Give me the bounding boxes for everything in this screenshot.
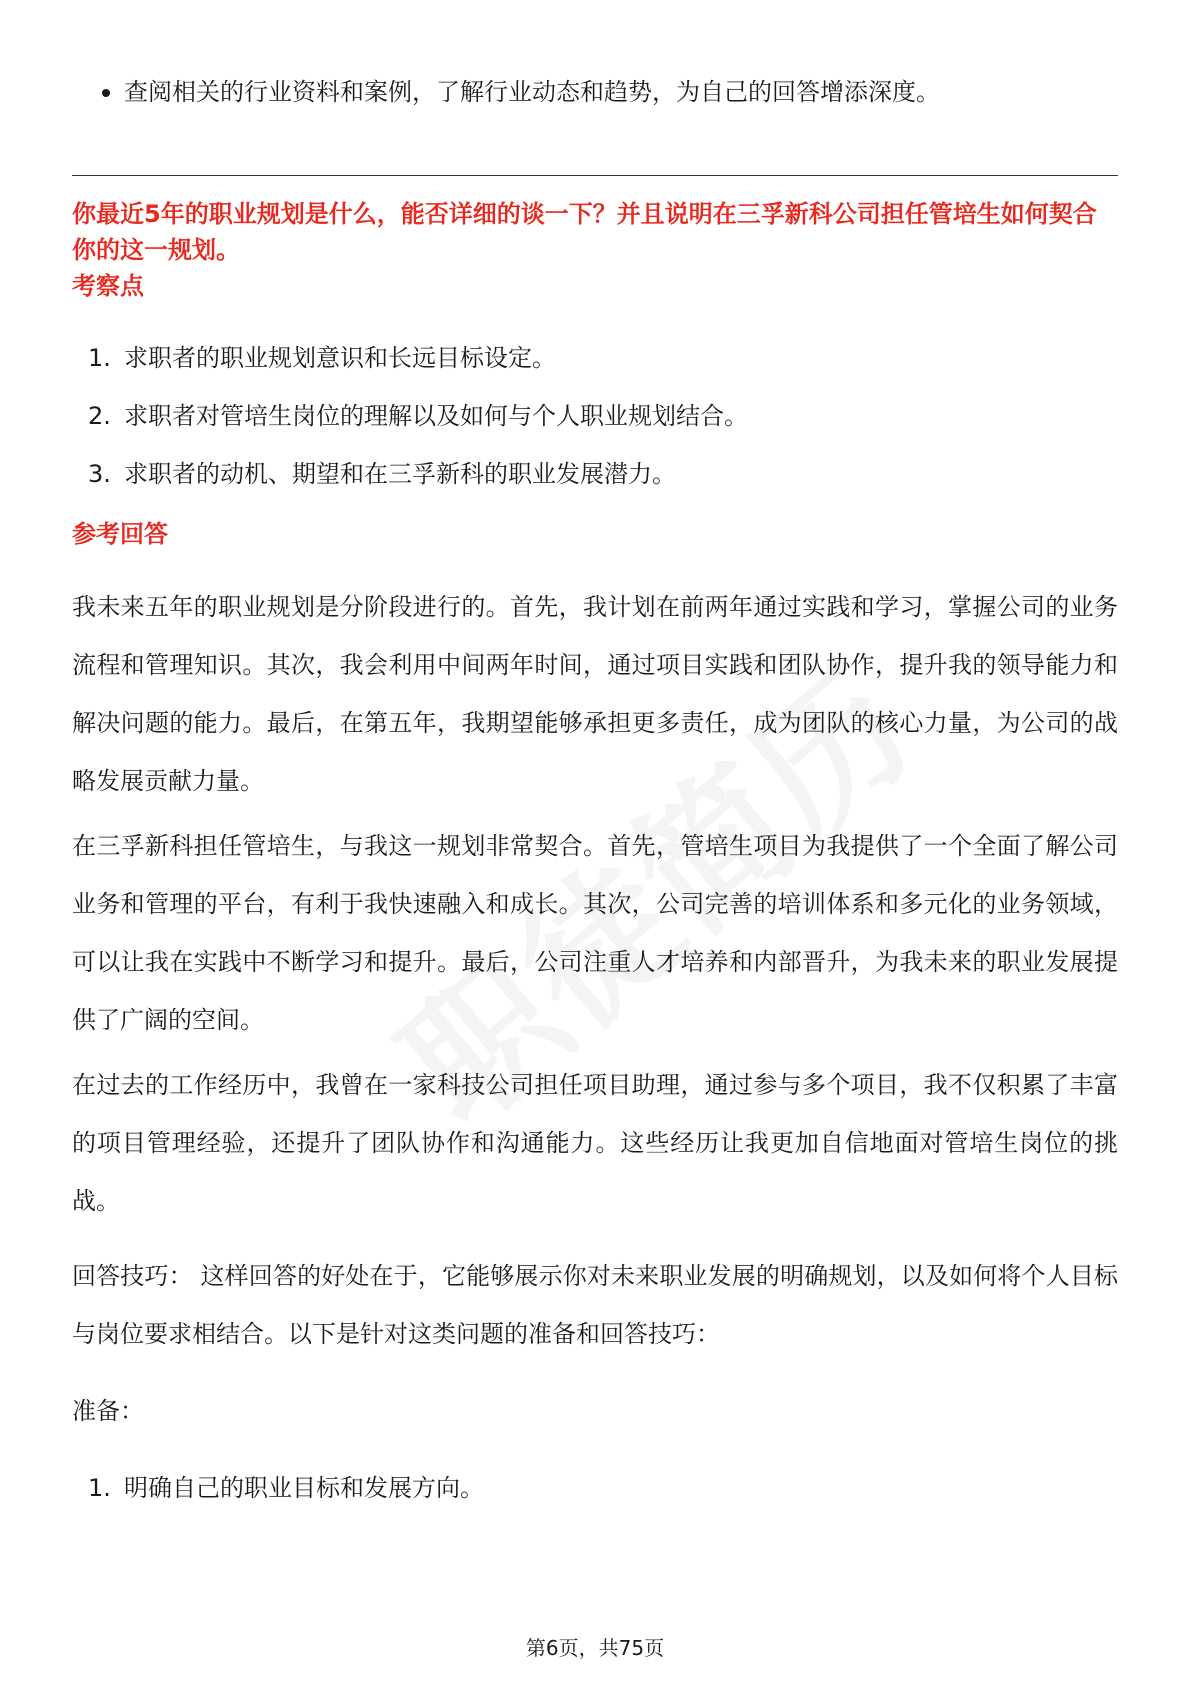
list-item: 1. 明确自己的职业目标和发展方向。 [88,1474,484,1502]
answer-label: 参考回答 [72,520,168,548]
answer-paragraph: 我未来五年的职业规划是分阶段进行的。首先，我计划在前两年通过实践和学习，掌握公司的业务流程和管理知识。其次，我会利用中间两年时间，通过项目实践和团队协作，提升我的领导能力和解决问题的能力。最后，在第五年，我期望能够承担更多责任，成为团队的核心力量，为公司的战略发展贡献力量。 [72,593,1118,795]
question-heading: 你最近5年的职业规划是什么，能否详细的谈一下？并且说明在三孚新科公司担任管培生如何契合你的这一规划。 [72,200,1097,264]
kaochadian-label: 考察点 [72,272,144,300]
top-bullet-list [72,72,940,112]
bullet-dot-icon [102,89,110,97]
kaochadian-list [72,338,748,512]
section-divider [72,175,1118,176]
list-item: 查阅相关的行业资料和案例，了解行业动态和趋势，为自己的回答增添深度。 [72,72,940,112]
list-item: 2. 求职者对管培生岗位的理解以及如何与个人职业规划结合。 [88,402,748,430]
page-number-footer: 第6页，共75页 [525,1636,665,1660]
tips-paragraph: 回答技巧： 这样回答的好处在于，它能够展示你对未来职业发展的明确规划，以及如何将个人目标与岗位要求相结合。以下是针对这类问题的准备和回答技巧： [72,1262,1118,1348]
document-page [72,0,1118,1684]
list-item: 1. 求职者的职业规划意识和长远目标设定。 [88,344,556,372]
list-item: 3. 求职者的动机、期望和在三孚新科的职业发展潜力。 [88,460,676,488]
answer-paragraph: 在过去的工作经历中，我曾在一家科技公司担任项目助理，通过参与多个项目，我不仅积累了丰富的项目管理经验，还提升了团队协作和沟通能力。这些经历让我更加自信地面对管培生岗位的挑战。 [72,1071,1118,1215]
answer-paragraph: 在三孚新科担任管培生，与我这一规划非常契合。首先，管培生项目为我提供了一个全面了解公司业务和管理的平台，有利于我快速融入和成长。其次，公司完善的培训体系和多元化的业务领域，可以让我在实践中不断学习和提升。最后，公司注重人才培养和内部晋升，为我未来的职业发展提供了广阔的空间。 [72,832,1118,1034]
prep-label: 准备： [72,1397,144,1425]
prep-list [72,1468,484,1526]
